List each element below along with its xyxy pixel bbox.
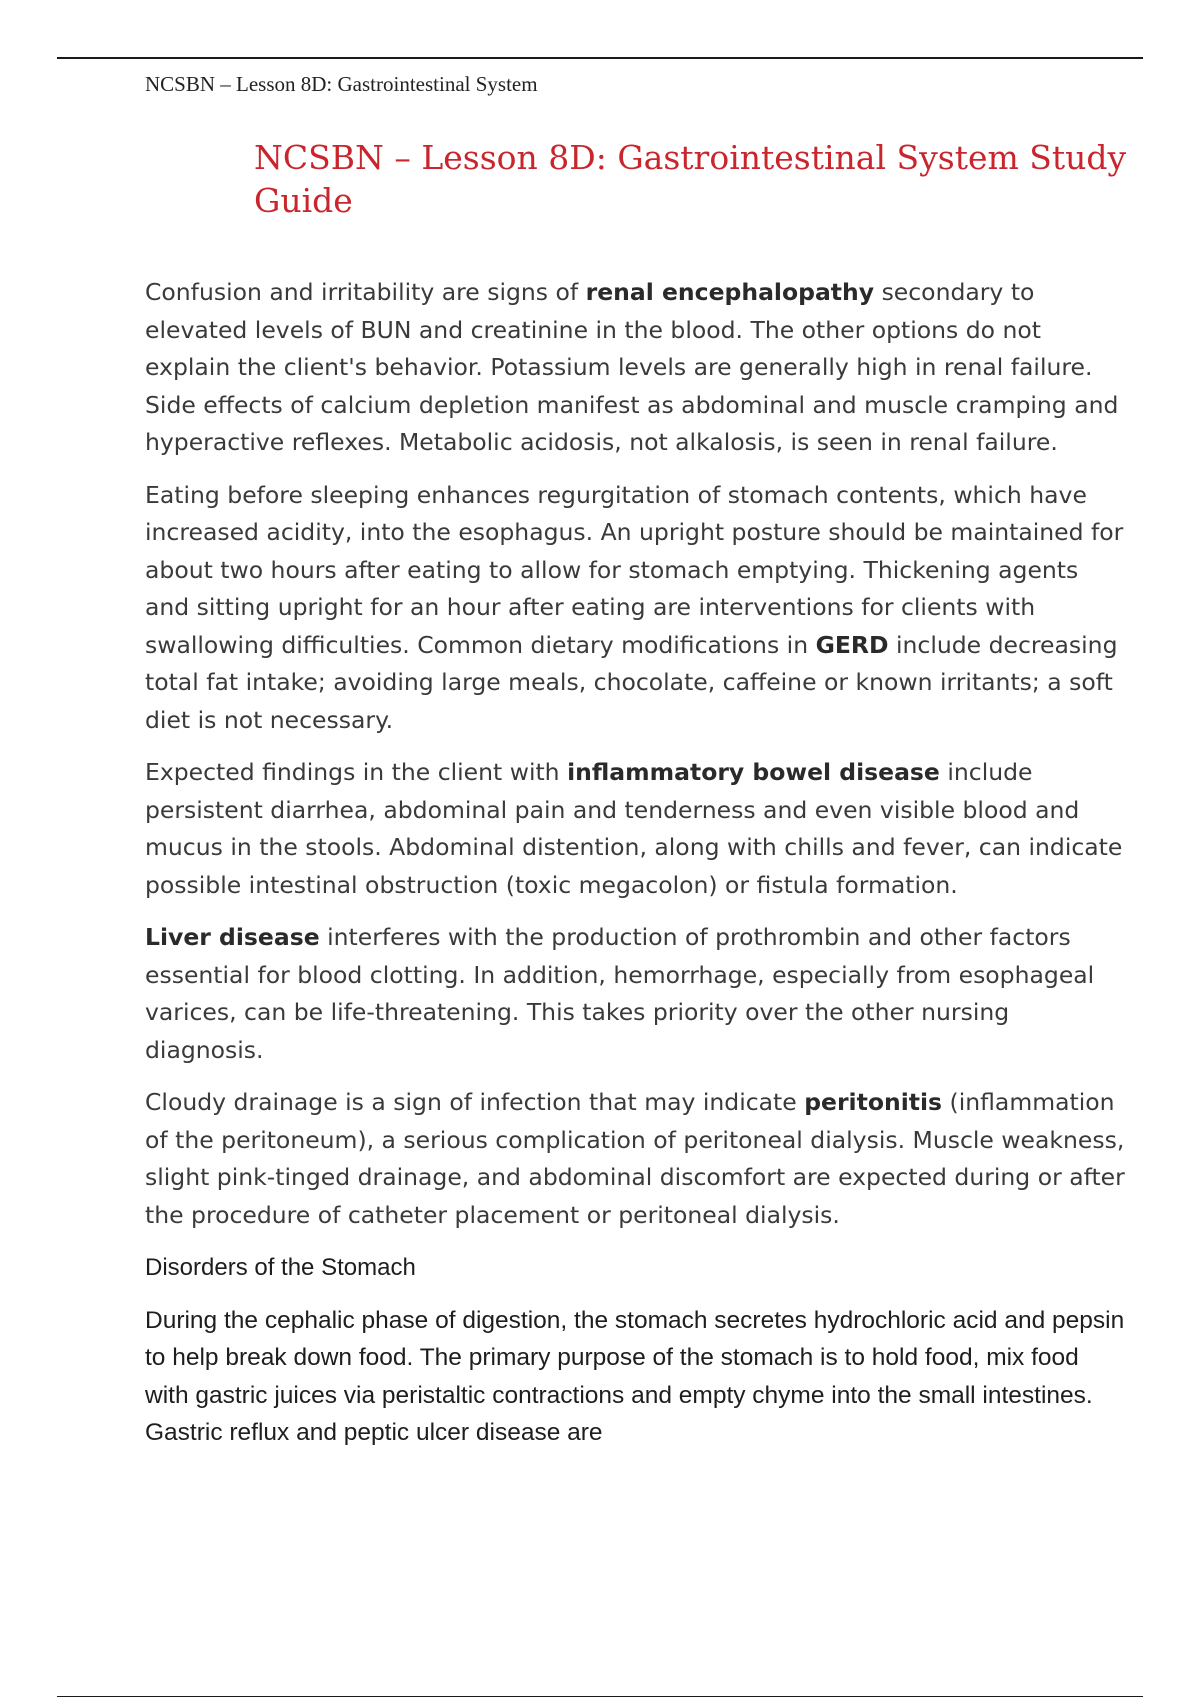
running-header: NCSBN – Lesson 8D: Gastrointestinal System: [145, 72, 538, 96]
top-rule: [57, 57, 1143, 59]
paragraph-renal-encephalopathy: Confusion and irritability are signs of renal encephalopathy secondary to elevated levels of BUN and creatinine in the blood. The other options do not explain the client's behavior. Potassium levels are generally high in renal failure. Side effects of calcium depletion manifest as abdominal and muscle cramping and hyperactive reflexes. Metabolic acidosis, not alkalosis, is seen in renal failure.: [145, 278, 1119, 456]
paragraph-gerd: Eating before sleeping enhances regurgitation of stomach contents, which have increased acidity, into the esophagus. An upright posture should be maintained for about two hours after eating to allow for stomach emptying. Thickening agents and sitting upright for an hour after eating are interventions for clients with swallowing difficulties. Common dietary modifications in GERD include decreasing total fat intake; avoiding large meals, chocolate, caffeine or known irritants; a soft diet is not necessary.: [145, 480, 1124, 734]
document-title: NCSBN – Lesson 8D: Gastrointestinal System Study Guide: [254, 138, 1127, 220]
term-peritonitis: peritonitis: [804, 1088, 943, 1116]
bottom-rule: [57, 1696, 1143, 1697]
term-gerd: GERD: [815, 630, 889, 659]
section-heading: Disorders of the Stomach: [145, 1254, 416, 1281]
term-ibd: inflammatory bowel disease: [567, 758, 940, 786]
paragraph-stomach: During the cephalic phase of digestion, the stomach secretes hydrochloric acid and pepsin to help break down food. The primary purpose of the stomach is to hold food, mix food with gastric juices via peristaltic contractions and empty chyme into the small intestines. Gastric reflux and peptic ulcer disease are: [145, 1306, 1125, 1446]
document-body: [145, 274, 1125, 1467]
paragraph-ibd: Expected findings in the client with inflammatory bowel disease include persistent diarrhea, abdominal pain and tenderness and even visible blood and mucus in the stools. Abdominal distention, along with chills and fever, can indicate possible intestinal obstruction (toxic megacolon) or fistula formation.: [145, 758, 1123, 899]
paragraph-liver-disease: Liver disease interferes with the production of prothrombin and other factors essential for blood clotting. In addition, hemorrhage, especially from esophageal varices, can be life-threatening. This takes priority over the other nursing diagnosis.: [145, 923, 1095, 1064]
paragraph-peritonitis: Cloudy drainage is a sign of infection that may indicate peritonitis (inflammation of the peritoneum), a serious complication of peritoneal dialysis. Muscle weakness, slight pink-tinged drainage, and abdominal discomfort are expected during or after the procedure of catheter placement or peritoneal dialysis.: [145, 1088, 1125, 1229]
term-renal-encephalopathy: renal encephalopathy: [585, 278, 875, 306]
term-liver-disease: Liver disease: [145, 923, 320, 951]
